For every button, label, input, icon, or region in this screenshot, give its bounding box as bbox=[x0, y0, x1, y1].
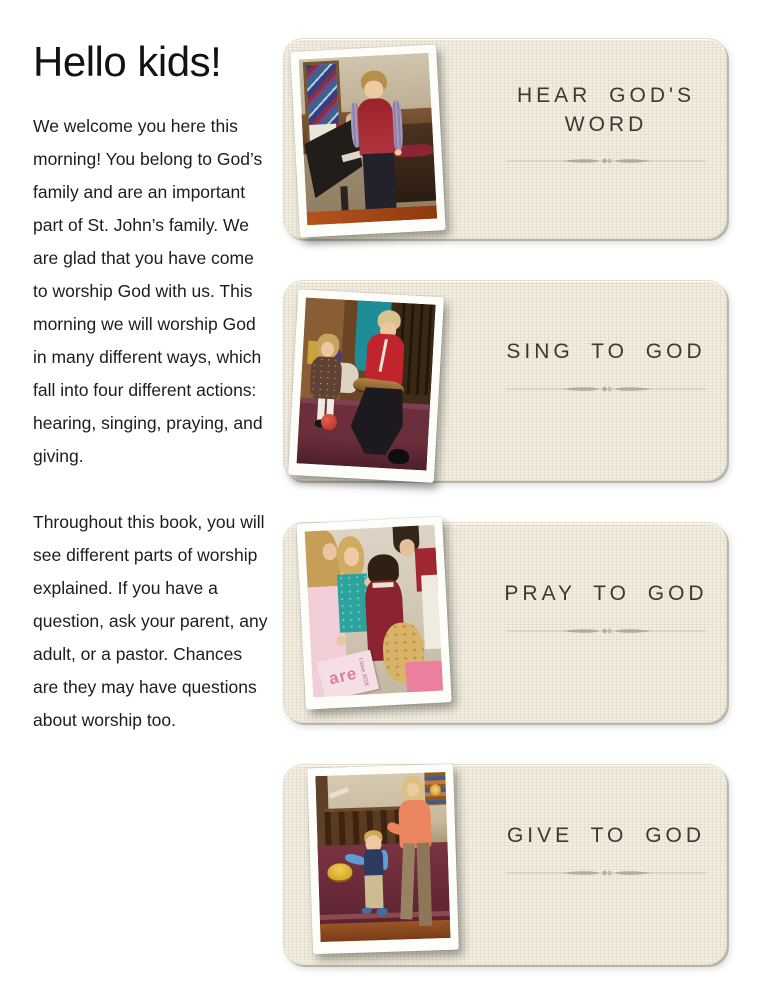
photo-frame-pray bbox=[296, 516, 452, 709]
woman-face bbox=[407, 783, 419, 797]
offering-basket bbox=[327, 863, 352, 882]
toddler-pink-top bbox=[405, 661, 443, 693]
worship-card-give-to-god bbox=[283, 764, 727, 965]
boy-at-music-stand-in-church-photo bbox=[299, 53, 438, 226]
girl2-face bbox=[343, 547, 360, 566]
boy-face bbox=[364, 80, 383, 99]
woman-shoe bbox=[388, 448, 410, 464]
photo-frame-sing bbox=[288, 289, 444, 483]
card-title-give-to-god: GIVE TO GOD bbox=[506, 824, 706, 848]
card-text-area bbox=[494, 25, 718, 224]
children-gathered-together-photo bbox=[305, 525, 444, 698]
woman-playing-dulcimer-with-girl-photo bbox=[297, 298, 436, 471]
card-title-pray-to-god: PRAY TO GOD bbox=[504, 582, 708, 606]
card-title-hear-gods-word: HEAR GOD'S WORD bbox=[516, 84, 696, 136]
section-divider bbox=[506, 867, 706, 879]
sign-small-text: I love XOX bbox=[356, 657, 369, 687]
boy-right-shoe bbox=[377, 908, 388, 915]
divider-flourish-icon bbox=[506, 625, 706, 637]
boy-khaki-pants bbox=[364, 875, 383, 909]
photo-frame-hear bbox=[290, 44, 446, 237]
boy-navy-vest bbox=[363, 849, 383, 878]
girl-brown-dress bbox=[309, 356, 343, 402]
sign-text: are bbox=[326, 663, 359, 689]
section-divider bbox=[506, 625, 706, 637]
card-title-sing-to-god: SING TO GOD bbox=[506, 340, 706, 364]
boy-pants bbox=[362, 153, 396, 211]
intro-paragraph-2: Throughout this book, you will see different parts of worship explained. If you have a question, ask your parent, any adult, or a pastor. Chances are they may have questions about worship too. bbox=[33, 512, 268, 730]
worship-card-pray-to-god bbox=[283, 522, 727, 723]
lamp-glow bbox=[430, 784, 441, 796]
boy-hand bbox=[394, 149, 401, 156]
card-text-area bbox=[494, 267, 718, 466]
woman-right-leg bbox=[416, 842, 432, 925]
cards-column bbox=[283, 38, 725, 1003]
page-title: Hello kids! bbox=[33, 38, 222, 85]
divider-flourish-icon bbox=[506, 383, 706, 395]
white-shirt bbox=[421, 574, 440, 649]
card-text-area bbox=[494, 751, 718, 950]
divider-flourish-icon bbox=[506, 155, 706, 167]
intro-column bbox=[33, 38, 271, 770]
section-divider bbox=[506, 383, 706, 395]
photo-frame-give bbox=[307, 764, 459, 954]
divider-flourish-icon bbox=[506, 867, 706, 879]
intro-paragraph-1: We welcome you here this morning! You belong to God’s family and are an important part of St. John’s family. We are glad that you have come to worship God with us. This morning we will worship God in many different ways, which fall into four different actions: hearing, singing, praying, and giving. bbox=[33, 116, 263, 466]
worship-card-hear-gods-word bbox=[283, 38, 727, 239]
woman-coral-sweater bbox=[398, 799, 432, 848]
boy-red-vest bbox=[357, 98, 395, 156]
child-face bbox=[399, 539, 415, 556]
boy-carrying-offering-basket-photo bbox=[315, 772, 450, 942]
section-divider bbox=[506, 155, 706, 167]
card-text-area bbox=[494, 509, 718, 708]
worship-card-sing-to-god bbox=[283, 280, 727, 481]
